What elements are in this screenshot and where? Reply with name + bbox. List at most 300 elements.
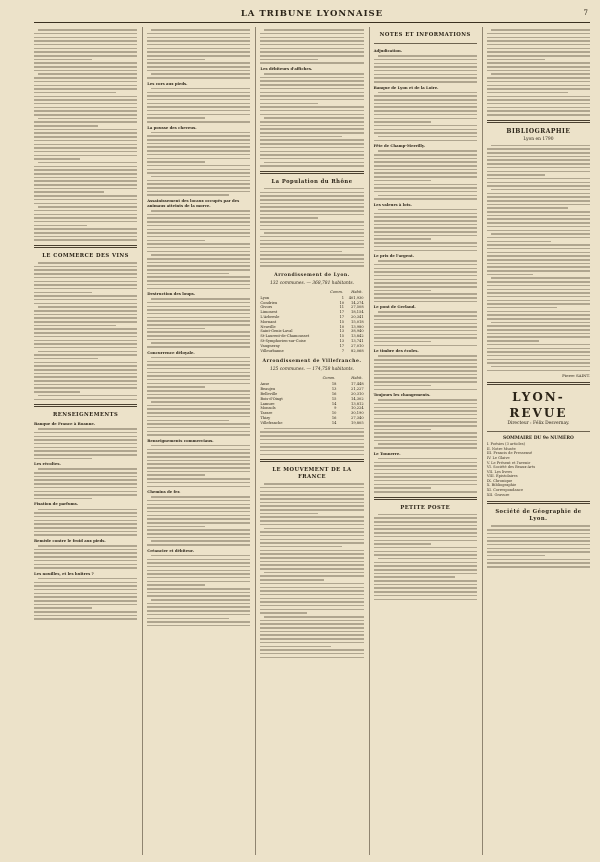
text-line	[487, 533, 590, 535]
text-line	[34, 447, 137, 449]
subhead: Banque de Lyon et de la Loire.	[373, 84, 439, 90]
text-line	[374, 403, 477, 405]
text-line	[147, 165, 250, 167]
text-line	[374, 158, 477, 160]
text-line	[38, 351, 137, 353]
text-line	[260, 195, 363, 197]
text-line	[151, 540, 250, 542]
petite-poste-heading: PETITE POSTE	[400, 504, 451, 511]
text-line	[487, 51, 590, 53]
text-line	[260, 214, 363, 216]
subhead: Remède contre le froid aux pieds.	[34, 537, 106, 543]
text-line	[147, 158, 250, 160]
text-line	[147, 474, 205, 476]
text-line	[34, 552, 137, 554]
text-line	[34, 299, 137, 301]
column-3-top-text	[260, 29, 363, 167]
sommaire-item: V. Le Présent et l'avenir	[486, 460, 531, 465]
subhead: Assainissement des locaux occupés par des animaux atteints de la morve.	[147, 197, 240, 208]
text-line	[487, 248, 590, 250]
text-line	[260, 95, 363, 97]
text-line	[34, 203, 137, 205]
text-line	[260, 247, 363, 249]
text-line	[34, 44, 137, 46]
text-line	[260, 143, 363, 145]
text-line	[260, 158, 363, 160]
text-line	[487, 255, 590, 257]
text-line	[147, 150, 250, 152]
text-line	[34, 221, 137, 223]
text-line	[147, 172, 250, 174]
text-line	[151, 342, 250, 344]
text-line	[34, 376, 137, 378]
text-line	[487, 329, 590, 331]
text-line	[487, 333, 590, 335]
text-line	[487, 167, 590, 169]
text-line	[147, 59, 205, 61]
text-line	[374, 242, 477, 244]
text-line	[374, 525, 477, 527]
text-line	[374, 114, 477, 116]
section-divider	[34, 245, 137, 248]
text-line	[34, 136, 137, 138]
arr-lyon-subtitle: 132 communes. — 368,781 habitants.	[269, 280, 355, 286]
text-line	[260, 594, 363, 596]
text-line	[487, 185, 590, 187]
text-line	[147, 603, 250, 605]
text-line	[38, 206, 137, 208]
text-line	[34, 399, 137, 401]
subhead: Les cors aux pieds.	[147, 80, 188, 86]
sommaire-heading: SOMMAIRE DU 9e NUMÉRO	[503, 436, 574, 442]
text-line	[374, 282, 477, 284]
text-line	[374, 110, 477, 112]
text-line	[34, 303, 137, 305]
text-line	[34, 144, 137, 146]
text-line	[487, 171, 590, 173]
text-line	[34, 618, 137, 620]
text-line	[374, 528, 477, 530]
text-line	[34, 88, 137, 90]
text-line	[34, 180, 137, 182]
text-line	[147, 324, 250, 326]
text-line	[487, 48, 590, 50]
text-line	[487, 207, 569, 209]
text-line	[260, 598, 363, 600]
text-line	[260, 128, 363, 130]
text-line	[147, 117, 205, 119]
text-line	[374, 224, 477, 226]
text-line	[151, 555, 250, 557]
text-line	[147, 412, 250, 414]
text-line	[374, 235, 477, 237]
text-line	[34, 384, 137, 386]
text-line	[487, 540, 590, 542]
text-line	[374, 66, 477, 68]
text-line	[34, 343, 137, 345]
text-line	[374, 587, 477, 589]
text-line	[374, 216, 477, 218]
text-line	[147, 405, 250, 407]
text-line	[374, 421, 477, 423]
text-line	[147, 320, 250, 322]
text-line	[34, 232, 137, 234]
text-line	[147, 588, 250, 590]
text-line	[147, 562, 250, 564]
subhead: Toujours les changements.	[373, 392, 431, 397]
text-line	[147, 592, 250, 594]
text-line	[260, 546, 342, 548]
text-line	[260, 265, 363, 267]
text-line	[38, 29, 137, 31]
text-line	[147, 187, 250, 189]
text-line	[487, 178, 590, 180]
text-line	[34, 369, 137, 371]
text-line	[34, 37, 137, 39]
text-line	[487, 107, 590, 109]
text-line	[374, 436, 477, 438]
text-line	[34, 593, 137, 595]
text-line	[34, 151, 137, 153]
text-line	[260, 575, 363, 577]
text-line	[147, 99, 250, 101]
text-line	[378, 260, 477, 262]
text-line	[260, 258, 363, 260]
text-line	[260, 649, 363, 651]
text-line	[374, 140, 477, 142]
text-line	[260, 623, 363, 625]
text-line	[260, 609, 363, 611]
text-line	[34, 582, 137, 584]
text-line	[378, 514, 477, 516]
section-divider	[374, 497, 477, 500]
text-line	[491, 277, 590, 279]
text-line	[374, 584, 477, 586]
text-line	[147, 478, 250, 480]
text-line	[34, 85, 137, 87]
text-line	[147, 154, 250, 156]
text-line	[34, 184, 137, 186]
text-line	[264, 73, 363, 75]
text-line	[147, 618, 229, 620]
subhead: Banque de France à Roanne.	[34, 421, 96, 426]
text-line	[147, 361, 250, 363]
text-line	[147, 37, 250, 39]
text-line	[147, 537, 250, 539]
text-line	[374, 59, 477, 61]
column-2	[142, 27, 250, 855]
text-line	[147, 251, 250, 253]
text-line	[374, 191, 477, 193]
text-line	[374, 389, 477, 391]
section-divider	[260, 171, 363, 174]
text-line	[260, 653, 363, 655]
text-line	[147, 625, 250, 627]
text-line	[151, 73, 250, 75]
text-line	[260, 192, 363, 194]
text-line	[34, 520, 137, 522]
text-line	[34, 188, 137, 190]
text-line	[374, 491, 477, 493]
arr-villefranche-subtitle: 125 communes. — 174,758 habitants.	[269, 367, 355, 373]
text-line	[34, 48, 137, 50]
text-line	[260, 450, 363, 452]
text-line	[38, 428, 137, 430]
text-line	[374, 165, 477, 167]
text-line	[147, 180, 250, 182]
text-line	[147, 379, 250, 381]
text-line	[260, 44, 363, 46]
subhead: Renseignements commerciaux.	[147, 437, 214, 443]
text-line	[487, 44, 590, 46]
text-line	[374, 462, 477, 464]
text-line	[491, 145, 590, 147]
table-row: Lamure 14 13,812	[260, 401, 364, 406]
text-line	[260, 59, 318, 61]
text-line	[374, 125, 477, 127]
text-line	[147, 526, 205, 528]
text-line	[260, 431, 363, 433]
table-row: Beaujeu 13 21,227	[260, 387, 364, 392]
text-line	[487, 62, 590, 64]
text-line	[147, 423, 250, 425]
text-line	[147, 533, 250, 535]
text-line	[34, 332, 137, 334]
text-line	[260, 136, 342, 138]
text-line	[260, 502, 363, 504]
text-line	[378, 136, 477, 138]
text-line	[260, 620, 363, 622]
text-line	[260, 151, 363, 153]
text-line	[260, 221, 363, 223]
subhead: Le prix de l'argent.	[373, 253, 415, 258]
text-line	[147, 288, 250, 290]
text-line	[147, 431, 250, 433]
text-line	[147, 273, 229, 275]
text-line	[374, 473, 477, 475]
text-line	[260, 435, 363, 437]
text-line	[34, 556, 137, 558]
text-line	[260, 262, 363, 264]
text-line	[260, 539, 363, 541]
text-line	[34, 380, 137, 382]
column-2-text	[147, 29, 250, 855]
subhead: Les nouilles, et les huîtres ?	[34, 570, 94, 576]
text-line	[260, 542, 363, 544]
societe-text	[487, 525, 590, 567]
text-line	[260, 236, 363, 238]
text-line	[34, 214, 137, 216]
text-line	[487, 559, 590, 561]
text-line	[374, 476, 477, 478]
text-line	[260, 48, 363, 50]
text-line	[147, 328, 205, 330]
text-line	[34, 585, 137, 587]
text-line	[487, 348, 590, 350]
text-line	[34, 217, 137, 219]
text-line	[260, 631, 363, 633]
article-signature: Pierre SAINT.	[562, 373, 591, 379]
bibliographie-subheading: Lyon en 1790	[523, 136, 554, 142]
text-line	[260, 634, 363, 636]
text-line	[147, 40, 250, 42]
text-line	[487, 152, 590, 154]
text-line	[260, 55, 363, 57]
text-line	[147, 232, 250, 234]
text-line	[34, 516, 137, 518]
text-line	[260, 505, 363, 507]
text-line	[34, 450, 137, 452]
text-line	[374, 169, 477, 171]
text-line	[34, 121, 137, 123]
text-line	[34, 103, 137, 105]
bibliographie-heading: BIBLIOGRAPHIE	[506, 127, 571, 135]
text-line	[487, 292, 590, 294]
text-line	[260, 487, 363, 489]
text-line	[260, 110, 363, 112]
text-line	[147, 390, 250, 392]
text-line	[264, 428, 363, 430]
text-line	[34, 273, 137, 275]
column-1	[34, 27, 137, 855]
text-line	[147, 110, 250, 112]
text-line	[38, 395, 137, 397]
text-line	[374, 264, 477, 266]
text-line	[374, 569, 477, 571]
text-line	[34, 169, 137, 171]
text-line	[260, 531, 363, 533]
text-line	[487, 544, 590, 546]
text-line	[487, 222, 590, 224]
text-line	[487, 344, 590, 346]
table-row: Monsols 9 10,224	[260, 406, 364, 411]
text-line	[260, 125, 363, 127]
text-line	[147, 383, 250, 385]
text-line	[260, 229, 363, 231]
text-line	[260, 642, 363, 644]
text-line	[374, 187, 477, 189]
text-line	[487, 159, 590, 161]
text-line	[34, 358, 98, 360]
text-line	[487, 285, 590, 287]
text-line	[34, 191, 104, 193]
text-line	[147, 240, 205, 242]
text-line	[147, 507, 250, 509]
text-line	[147, 522, 250, 524]
table-row: Condrieu 10 14,274	[260, 300, 364, 305]
text-line	[147, 500, 250, 502]
text-line	[34, 321, 137, 323]
arr-lyon-title: Arrondissement de Lyon.	[274, 272, 350, 278]
text-line	[260, 88, 363, 90]
text-line	[374, 326, 477, 328]
column-5-top-text	[487, 29, 590, 115]
text-line	[34, 340, 137, 342]
text-line	[374, 429, 432, 431]
text-line	[34, 458, 92, 460]
text-line	[374, 565, 477, 567]
text-line	[147, 55, 250, 57]
text-line	[374, 345, 477, 347]
text-line	[147, 610, 250, 612]
text-line	[491, 366, 590, 368]
text-line	[147, 114, 250, 116]
text-line	[147, 427, 250, 429]
table-row: Lyon 1 401,930	[260, 295, 364, 300]
text-line	[487, 566, 590, 568]
text-line	[487, 193, 590, 195]
text-line	[147, 146, 250, 148]
section-heading: LE COMMERCE DES VINS	[42, 252, 129, 259]
text-line	[147, 544, 250, 546]
column-1-text	[34, 29, 137, 855]
text-line	[147, 452, 250, 454]
text-line	[34, 436, 137, 438]
text-line	[374, 440, 477, 442]
text-line	[374, 532, 477, 534]
text-line	[487, 351, 590, 353]
text-line	[147, 416, 250, 418]
subhead: Les valeurs à lots.	[373, 201, 412, 207]
text-line	[487, 562, 590, 564]
text-line	[260, 199, 363, 201]
text-line	[487, 296, 590, 298]
text-line	[491, 189, 590, 191]
text-line	[147, 573, 250, 575]
text-line	[264, 232, 363, 234]
text-line	[487, 40, 590, 42]
text-line	[147, 243, 250, 245]
text-line	[374, 118, 477, 120]
text-line	[34, 439, 137, 441]
sommaire-item: II. Notre Musée	[486, 446, 516, 451]
text-line	[378, 195, 477, 197]
text-line	[260, 627, 363, 629]
text-line	[34, 295, 137, 297]
text-line	[34, 110, 137, 112]
text-line	[487, 281, 590, 283]
text-line	[147, 313, 250, 315]
text-line	[487, 263, 590, 265]
text-line	[374, 366, 477, 368]
text-line	[260, 553, 363, 555]
text-line	[260, 121, 363, 123]
table-row: Givors 11 27,508	[260, 305, 364, 310]
text-line	[378, 55, 477, 57]
text-line	[147, 595, 250, 597]
text-line	[260, 494, 363, 496]
mouvement-heading: LE MOUVEMENT DE LA FRANCE	[272, 467, 352, 481]
text-line	[260, 657, 363, 659]
text-line	[147, 217, 250, 219]
text-line	[147, 511, 250, 513]
subhead: Les débiteurs d'affiches.	[260, 65, 313, 71]
text-line	[147, 48, 250, 50]
text-line	[34, 589, 137, 591]
text-line	[260, 516, 363, 518]
text-line	[147, 581, 250, 583]
text-line	[374, 418, 477, 420]
text-line	[147, 434, 250, 436]
text-line	[487, 307, 557, 309]
section-divider	[487, 431, 590, 432]
text-line	[34, 328, 137, 330]
text-line	[34, 62, 137, 64]
text-line	[374, 297, 477, 299]
text-line	[487, 182, 590, 184]
text-line	[147, 191, 250, 193]
text-line	[34, 347, 137, 349]
